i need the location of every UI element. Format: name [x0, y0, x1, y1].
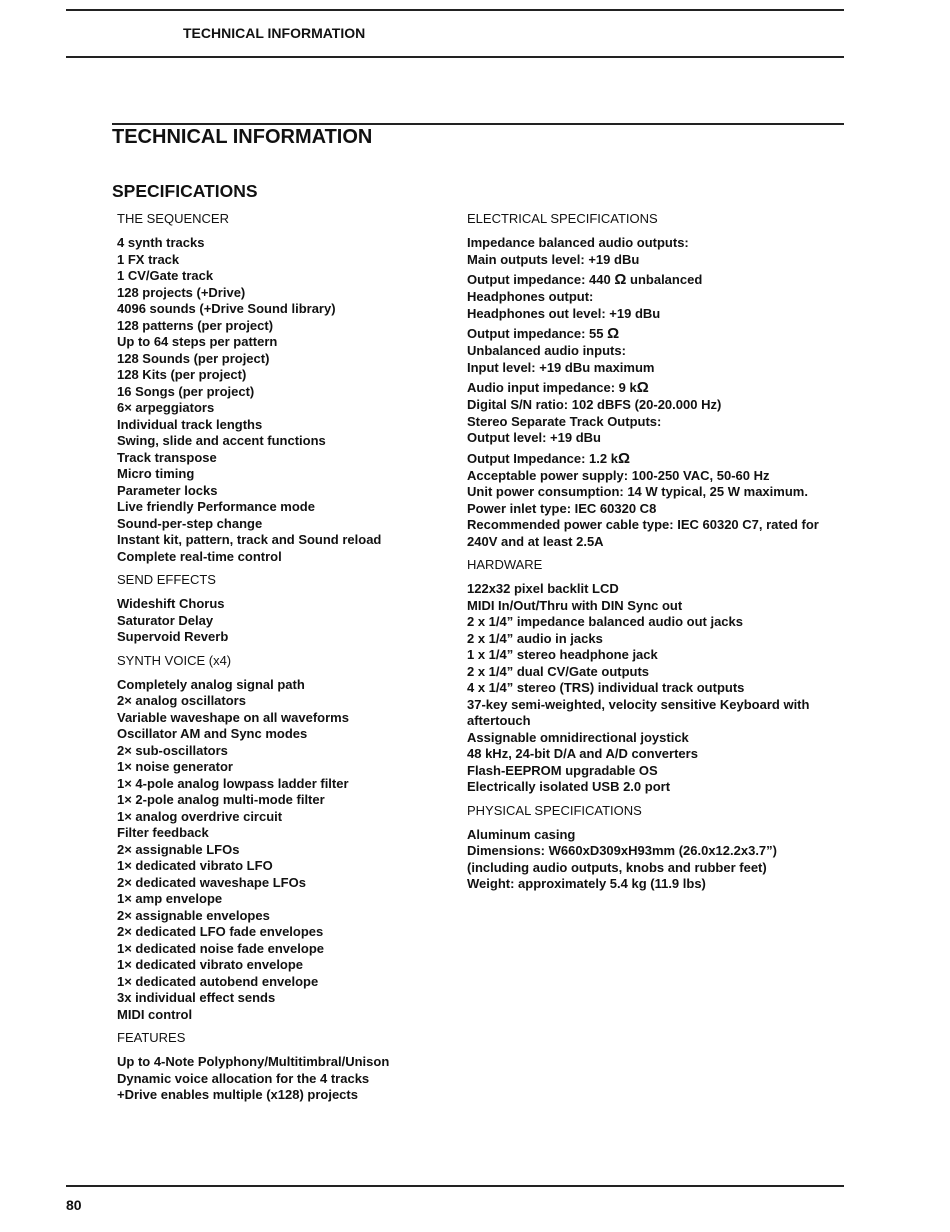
- spec-item: [467, 843, 837, 860]
- page-title: TECHNICAL INFORMATION: [112, 126, 373, 148]
- spec-item: [467, 860, 837, 877]
- spec-text: Output level: +19 dBu: [467, 430, 601, 445]
- spec-text: 2 x 1/4” audio in jacks: [467, 630, 603, 646]
- spec-item: Variable waveshape on all waveforms: [117, 709, 349, 725]
- spec-text: Power inlet type: IEC 60320 C8: [467, 500, 657, 516]
- spec-item: [467, 306, 837, 323]
- spec-item: [467, 713, 837, 730]
- left-spec-column: [117, 211, 447, 1111]
- spec-item: 16 Songs (per project): [117, 383, 255, 399]
- spec-item: Filter feedback: [117, 825, 209, 840]
- spec-item: 1× noise generator: [117, 759, 233, 774]
- spec-item: Parameter locks: [117, 482, 218, 498]
- spec-item: Wideshift Chorus: [117, 596, 225, 611]
- spec-text: Assignable omnidirectional joystick: [467, 729, 689, 745]
- spec-item: [467, 730, 837, 747]
- spec-item: 1 FX track: [117, 251, 180, 267]
- spec-item: [467, 414, 837, 431]
- spec-item: [467, 614, 837, 631]
- spec-item: [467, 763, 837, 780]
- spec-item: [467, 324, 837, 343]
- spec-item: Completely analog signal path: [117, 676, 305, 692]
- page-number: 80: [66, 1197, 82, 1213]
- spec-item: 1× dedicated vibrato LFO: [117, 858, 273, 873]
- spec-item: Saturator Delay: [117, 612, 214, 628]
- spec-text: Acceptable power supply: 100-250 VAC, 50-60 Hz: [467, 467, 770, 483]
- spec-text: Output Impedance: 1.2 k: [467, 450, 618, 466]
- header-bottom-rule: [66, 56, 844, 58]
- spec-text: 4 x 1/4” stereo (TRS) individual track outputs: [467, 680, 745, 695]
- spec-text: Digital S/N ratio: 102 dBFS (20-20.000 Hz): [467, 397, 722, 412]
- spec-item: [467, 501, 837, 518]
- spec-text: 48 kHz, 24-bit D/A and A/D converters: [467, 746, 698, 761]
- spec-text: Recommended power cable type: IEC 60320 C7, rated for: [467, 517, 819, 532]
- spec-item: [467, 876, 837, 893]
- spec-item: [467, 378, 837, 397]
- spec-item: [467, 235, 837, 252]
- spec-item: Track transpose: [117, 449, 217, 465]
- spec-item: Individual track lengths: [117, 416, 263, 432]
- spec-item: 1 CV/Gate track: [117, 268, 214, 283]
- spec-item: [467, 697, 837, 714]
- spec-item: 2× dedicated waveshape LFOs: [117, 874, 306, 890]
- title-rule: [112, 123, 844, 125]
- spec-item: Oscillator AM and Sync modes: [117, 726, 308, 741]
- spec-item: 2× assignable LFOs: [117, 841, 240, 857]
- spec-item: +Drive enables multiple (x128) projects: [117, 1087, 358, 1102]
- spec-text: 122x32 pixel backlit LCD: [467, 581, 619, 596]
- section-title-hardware: HARDWARE: [467, 557, 543, 572]
- spec-item: 1× dedicated noise fade envelope: [117, 940, 324, 956]
- spec-item: Live friendly Performance mode: [117, 499, 315, 514]
- spec-item: [467, 680, 837, 697]
- spec-text: (including audio outputs, knobs and rubber feet): [467, 859, 767, 875]
- ohm-symbol: Ω: [636, 379, 649, 396]
- spec-item: [467, 270, 837, 289]
- spec-item: 1× 2-pole analog multi-mode filter: [117, 792, 325, 807]
- spec-item: [467, 517, 837, 534]
- section-title-send-effects: SEND EFFECTS: [117, 572, 216, 587]
- spec-text: 240V and at least 2.5A: [467, 533, 604, 549]
- spec-item: [467, 289, 837, 306]
- spec-item: Dynamic voice allocation for the 4 tracks: [117, 1070, 370, 1086]
- spec-item: [467, 598, 837, 615]
- spec-text: Input level: +19 dBu maximum: [467, 359, 655, 375]
- spec-item: Sound-per-step change: [117, 515, 263, 531]
- header-top-rule: [66, 9, 844, 11]
- right-spec-column: [467, 211, 837, 900]
- section-title-synth-voice-x4: SYNTH VOICE (x4): [117, 652, 232, 668]
- spec-item: 1× analog overdrive circuit: [117, 808, 283, 824]
- spec-item: [467, 664, 837, 681]
- spec-item: 128 Sounds (per project): [117, 350, 270, 366]
- spec-item: [467, 449, 837, 468]
- spec-item: Micro timing: [117, 466, 195, 481]
- spec-item: 6× arpeggiators: [117, 400, 215, 415]
- spec-text: Main outputs level: +19 dBu: [467, 251, 640, 267]
- spec-item: 1× amp envelope: [117, 891, 223, 906]
- spec-text: Electrically isolated USB 2.0 port: [467, 779, 671, 794]
- section-title-electrical-specifications: ELECTRICAL SPECIFICATIONS: [467, 211, 658, 226]
- spec-text: 2 x 1/4” impedance balanced audio out jacks: [467, 614, 743, 629]
- section-title-the-sequencer: THE SEQUENCER: [117, 211, 229, 226]
- spec-item: [467, 360, 837, 377]
- spec-item: 4 synth tracks: [117, 235, 205, 250]
- spec-list: [117, 596, 447, 646]
- spec-item: 1× dedicated vibrato envelope: [117, 957, 304, 972]
- spec-item: 1× dedicated autobend envelope: [117, 973, 319, 989]
- spec-list: [117, 1054, 447, 1104]
- footer-rule: [66, 1185, 844, 1187]
- spec-text: Unit power consumption: 14 W typical, 25 W maximum.: [467, 484, 808, 499]
- spec-text: Flash-EEPROM upgradable OS: [467, 762, 658, 778]
- spec-list: [467, 581, 837, 796]
- spec-item: 3x individual effect sends: [117, 990, 276, 1005]
- spec-item: [467, 484, 837, 501]
- ohm-symbol: Ω: [607, 325, 620, 342]
- spec-item: 2× analog oscillators: [117, 693, 246, 708]
- spec-item: Swing, slide and accent functions: [117, 433, 326, 448]
- spec-item: 2× assignable envelopes: [117, 907, 270, 923]
- spec-list: [467, 827, 837, 893]
- spec-list: [117, 235, 447, 565]
- spec-item: [467, 581, 837, 598]
- spec-item: 4096 sounds (+Drive Sound library): [117, 301, 336, 316]
- ohm-symbol: Ω: [617, 449, 631, 467]
- section-title-features: FEATURES: [117, 1030, 186, 1045]
- spec-text: Output impedance: 55: [467, 326, 608, 341]
- spec-text: MIDI In/Out/Thru with DIN Sync out: [467, 597, 683, 613]
- spec-text: aftertouch: [467, 713, 531, 728]
- section-title-physical-specifications: PHYSICAL SPECIFICATIONS: [467, 802, 642, 818]
- spec-text: Headphones out level: +19 dBu: [467, 305, 661, 321]
- spec-text: Dimensions: W660xD309xH93mm (26.0x12.2x3.7”): [467, 843, 777, 858]
- spec-item: Up to 64 steps per pattern: [117, 334, 278, 349]
- spec-text: Output impedance: 440: [467, 272, 615, 287]
- spec-text: 2 x 1/4” dual CV/Gate outputs: [467, 663, 650, 679]
- spec-item: 128 patterns (per project): [117, 317, 274, 333]
- spec-item: [467, 468, 837, 485]
- spec-text: Aluminum casing: [467, 826, 576, 842]
- spec-item: Instant kit, pattern, track and Sound reload: [117, 532, 382, 547]
- running-header: TECHNICAL INFORMATION: [183, 25, 366, 41]
- spec-list: [117, 677, 447, 1024]
- spec-item: Up to 4-Note Polyphony/Multitimbral/Unison: [117, 1054, 390, 1069]
- spec-item: MIDI control: [117, 1006, 193, 1022]
- ohm-symbol: Ω: [614, 271, 627, 288]
- spec-item: 2× sub-oscillators: [117, 742, 228, 758]
- spec-list: [467, 235, 837, 550]
- spec-item: 128 projects (+Drive): [117, 284, 246, 300]
- spec-item: Complete real-time control: [117, 548, 282, 564]
- spec-item: 1× 4-pole analog lowpass ladder filter: [117, 775, 349, 791]
- spec-text: Impedance balanced audio outputs:: [467, 235, 689, 250]
- spec-suffix: unbalanced: [626, 272, 703, 287]
- spec-item: [467, 397, 837, 414]
- spec-item: 2× dedicated LFO fade envelopes: [117, 924, 324, 939]
- spec-item: [467, 534, 837, 551]
- spec-item: [467, 430, 837, 447]
- spec-item: [467, 827, 837, 844]
- spec-item: [467, 343, 837, 360]
- spec-text: Unbalanced audio inputs:: [467, 343, 626, 358]
- spec-item: [467, 779, 837, 796]
- specifications-heading: SPECIFICATIONS: [112, 181, 258, 201]
- spec-item: [467, 252, 837, 269]
- spec-text: 37-key semi-weighted, velocity sensitive Keyboard with: [467, 696, 810, 712]
- spec-text: Weight: approximately 5.4 kg (11.9 lbs): [467, 876, 706, 891]
- spec-item: Supervoid Reverb: [117, 629, 229, 644]
- spec-text: 1 x 1/4” stereo headphone jack: [467, 647, 658, 662]
- spec-text: Audio input impedance: 9 k: [467, 380, 637, 395]
- spec-item: [467, 631, 837, 648]
- spec-item: 128 Kits (per project): [117, 367, 247, 382]
- spec-text: Headphones output:: [467, 289, 594, 304]
- spec-text: Stereo Separate Track Outputs:: [467, 413, 662, 429]
- spec-item: [467, 647, 837, 664]
- spec-item: [467, 746, 837, 763]
